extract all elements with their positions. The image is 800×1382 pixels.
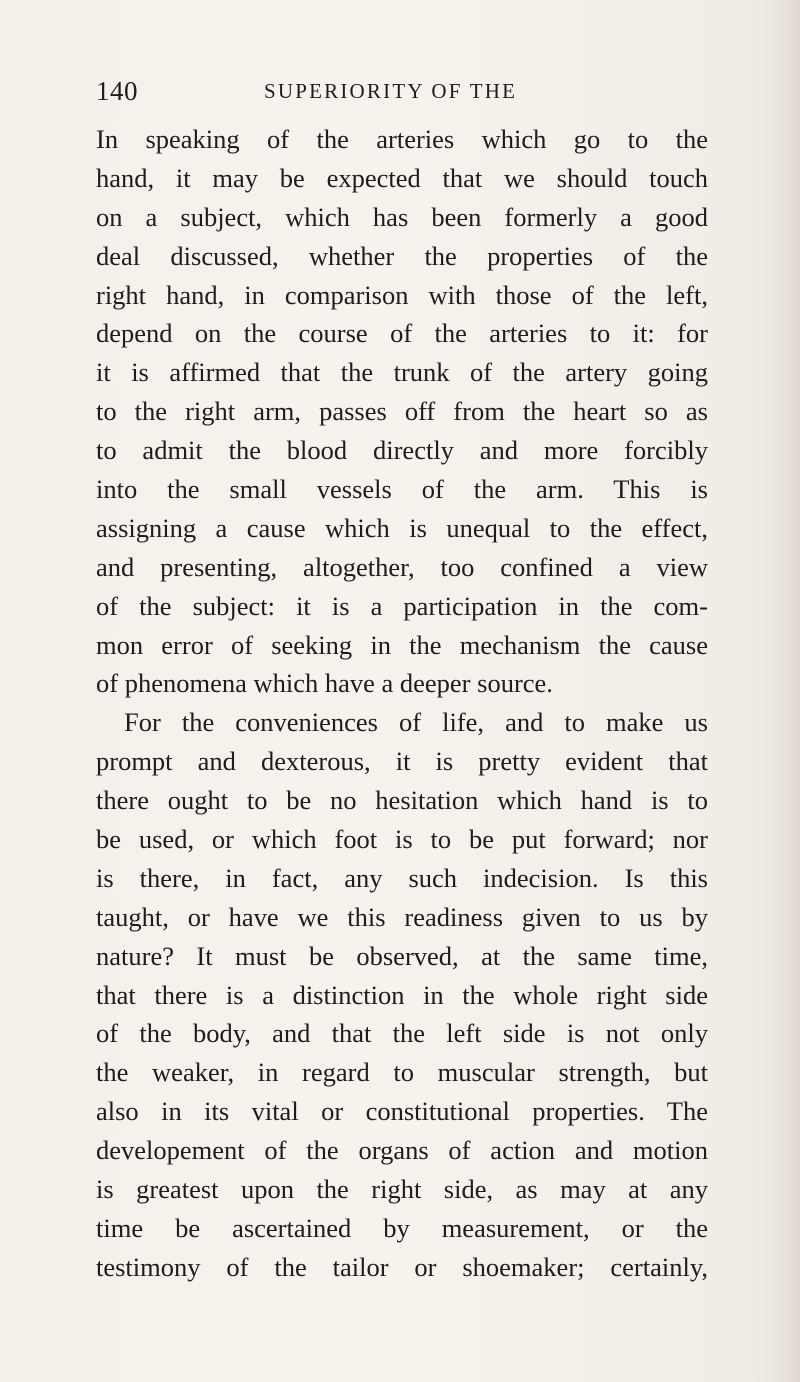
text-line: to admit the blood directly and more forcibly [96,435,708,466]
text-line: For the conveniences of life, and to make us [124,707,708,738]
text-line: of phenomena which have a deeper source. [96,668,553,699]
running-title: SUPERIORITY OF THE [264,79,518,103]
text-line: into the small vessels of the arm. This is [96,474,708,505]
text-line: also in its vital or constitutional properties. The [96,1096,708,1127]
text-line: it is affirmed that the trunk of the artery going [96,357,708,388]
page-number: 140 [96,76,138,106]
running-head [96,76,708,110]
text-line: nature? It must be observed, at the same time, [96,940,708,971]
text-line: of the body, and that the left side is not only [96,1018,708,1049]
text-line: right hand, in comparison with those of the left, [96,279,708,310]
text-line: developement of the organs of action and motion [96,1135,708,1166]
text-line: testimony of the tailor or shoemaker; certainly, [96,1251,708,1282]
text-line: is greatest upon the right side, as may at any [96,1174,708,1205]
text-line: prompt and dexterous, it is pretty evident that [96,746,708,777]
text-line: hand, it may be expected that we should touch [96,162,708,193]
text-line: be used, or which foot is to be put forward; nor [96,824,708,855]
text-line: on a subject, which has been formerly a good [96,201,708,232]
text-line: time be ascertained by measurement, or the [96,1212,708,1243]
text-line: and presenting, altogether, too confined a view [96,551,708,582]
text-line: is there, in fact, any such indecision. Is this [96,862,708,893]
text-line: mon error of seeking in the mechanism the cause [96,629,708,660]
body-text [96,120,708,1287]
page-edge-shadow [774,0,800,1382]
text-line: the weaker, in regard to muscular strength, but [96,1057,708,1088]
text-line: assigning a cause which is unequal to the effect, [96,512,708,543]
text-line: In speaking of the arteries which go to the [96,124,708,154]
text-line: taught, or have we this readiness given to us by [96,901,708,932]
text-line: to the right arm, passes off from the heart so as [96,396,708,427]
text-line: there ought to be no hesitation which hand is to [96,785,708,816]
text-line: depend on the course of the arteries to it: for [96,318,708,349]
text-line: deal discussed, whether the properties of the [96,240,708,271]
text-line: that there is a distinction in the whole right side [96,979,708,1010]
text-line: of the subject: it is a participation in the com- [96,590,708,621]
